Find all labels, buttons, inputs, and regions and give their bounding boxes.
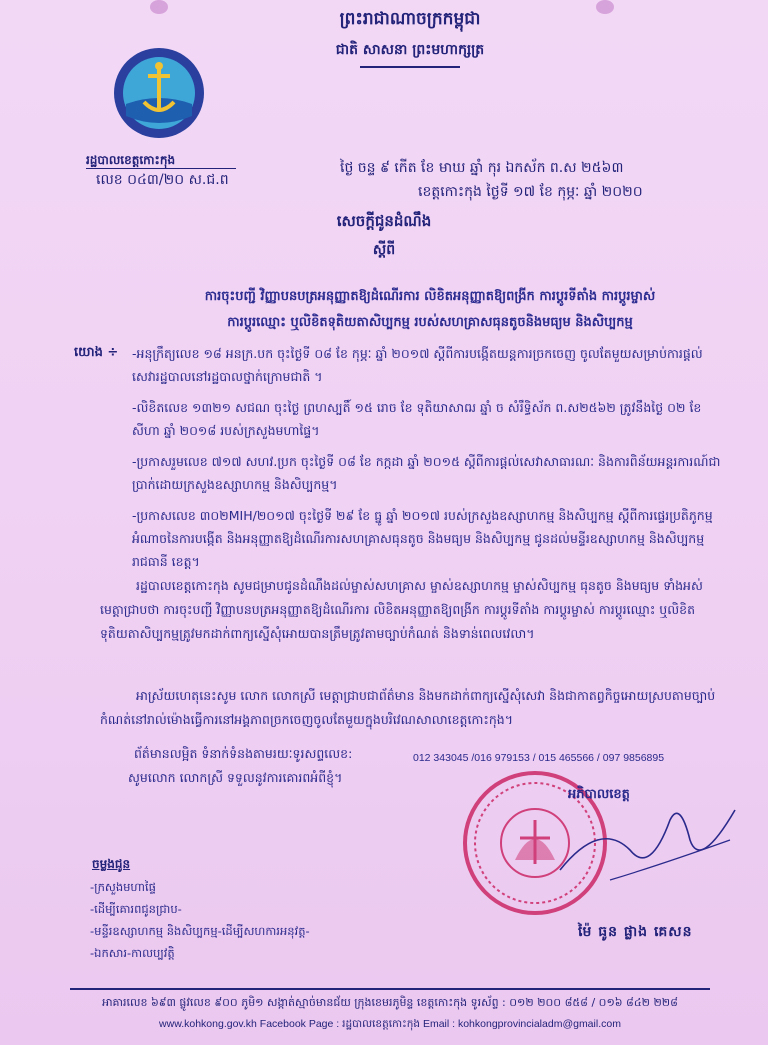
references-label: យោង ÷ bbox=[74, 345, 119, 360]
recipient-item: -ដើម្បីគោរពជូនជ្រាប- bbox=[90, 902, 182, 916]
issuer-underline bbox=[86, 168, 236, 169]
reference-item: -អនុក្រឹត្យលេខ ១៨ អនក្រ.បក ចុះថ្ងៃទី ០៨ ខែ កុម្ភៈ ឆ្នាំ ២០១៧ ស្តីពីការបង្កើតយន្តការច្រកចេញ ចូលតែមួយសម្រាប់ការផ្តល់សេវារដ្ឋបាលនៅរដ្ឋបាលថ្នាក់ក្រោមជាតិ ។ bbox=[132, 346, 703, 384]
reference-item: -ប្រកាសរួមលេខ ៧១៧ សហវ.ប្រក ចុះថ្ងៃទី ០៨ ខែ កក្កដា ឆ្នាំ ២០១៥ ស្តីពីការផ្តល់សេវាសាធារណៈ និងការពិន័យអន្តរការណ៍ជាប្រាក់ដោយក្រសួងឧស្សាហកម្ម និងសិប្បកម្ម។ bbox=[132, 454, 721, 492]
reference-item: -លិខិតលេខ ១៣២១ សជណ ចុះថ្ងៃ ព្រហស្បតិ៍ ១៥ រោច ខែ ទុតិយាសាឍ ឆ្នាំ ច សំរឹទ្ធិស័ក ព.ស២៥៦២ ត្រូវនឹងថ្ងៃ ០២ ខែ សីហា ឆ្នាំ ២០១៨ របស់ក្រសួងមហាផ្ទៃ។ bbox=[132, 400, 702, 438]
provincial-emblem-icon bbox=[112, 46, 206, 140]
footer-address: អាគារលេខ ៦៩៣ ផ្លូវលេខ ៩០០ ភូមិ១ សង្កាត់ស្មាច់មានជ័យ ក្រុងខេមរភូមិន្ទ ខេត្តកោះកុង ទូរស័ព្ទ : ០១២ ២០០ ៨៥៨ / ០១៦ ៨៤២ ២២៨ bbox=[102, 996, 678, 1009]
signature-icon bbox=[540, 780, 740, 900]
recipient-item: -មន្ទីរឧស្សាហកម្ម និងសិប្បកម្ម-ដើម្បីសហការអនុវត្ត- bbox=[90, 924, 310, 938]
contact-phones: 012 343045 /016 979153 / 015 465566 / 097 9856895 bbox=[413, 752, 665, 764]
about-label: ស្តីពី bbox=[372, 242, 396, 258]
national-motto: ជាតិ សាសនា ព្រះមហាក្សត្រ bbox=[335, 42, 485, 58]
recipients-title: ចម្លងជូន bbox=[92, 857, 131, 871]
contact-label: ព័ត៌មានលម្អិត ទំនាក់ទំនងតាមរយៈទូរសព្ទលេខ: bbox=[134, 746, 353, 761]
issuer-name: រដ្ឋបាលខេត្តកោះកុង bbox=[86, 153, 176, 167]
signer-title: អភិបាលខេត្ត bbox=[568, 787, 630, 802]
closing-line: សូមលោក លោកស្រី ទទួលនូវការគោរពអំពីខ្ញុំ។ bbox=[128, 770, 343, 785]
punch-hole bbox=[150, 0, 168, 14]
recipient-item: -ឯកសារ-កាលប្បវត្តិ bbox=[90, 946, 175, 960]
subject-line-2: ការប្តូរឈ្មោះ ឬលិខិតទុតិយតាសិប្បកម្ម របស់សហគ្រាសធុនតូចនិងមធ្យម និងសិប្បកម្ម bbox=[227, 315, 633, 330]
reference-item: -ប្រកាសលេខ ៣០២MIH/២០១៧ ចុះថ្ងៃទី ២៩ ខែ ធ្នូ ឆ្នាំ ២០១៧ របស់ក្រសួងឧស្សាហកម្ម និងសិប្បកម្ម ស្តីពីការផ្ទេរប្រតិភូកម្មអំណាចនៃការបង្កើត និងអនុញ្ញាតឱ្យដំណើរការសហគ្រាសធុនតូច និងមធ្យម និងសិប្បកម្ម ជូនដល់មន្ទីរឧស្សាហកម្ម និងសិប្បកម្មរាជធានី ខេត្ត។ bbox=[132, 508, 713, 569]
recipient-item: -ក្រសួងមហាផ្ទៃ bbox=[90, 880, 156, 894]
motto-ornament bbox=[360, 66, 460, 68]
footer-divider bbox=[70, 988, 710, 990]
subject-line-1: ការចុះបញ្ជី វិញ្ញាបនបត្រអនុញ្ញាតឱ្យដំណើរការ លិខិតអនុញ្ញាតឱ្យពង្រីក ការប្តូរទីតាំង ការប្តូរម្ចាស់ bbox=[204, 289, 656, 304]
reference-number: លេខ ០៤៣/២០ ស.ជ.ព bbox=[96, 172, 229, 188]
punch-hole bbox=[596, 0, 614, 14]
lunar-date: ថ្ងៃ ចន្ទ ៩ កើត ខែ មាឃ ឆ្នាំ កុរ ឯកស័ក ព.ស ២៥៦៣ bbox=[340, 160, 624, 176]
gregorian-date: ខេត្តកោះកុង ថ្ងៃទី ១៧ ខែ កុម្ភៈ ឆ្នាំ ២០២០ bbox=[418, 184, 643, 200]
body-paragraph: រដ្ឋបាលខេត្តកោះកុង សូមជម្រាបជូនដំណឹងដល់ម្ចាស់សហគ្រាស ម្ចាស់ឧស្សាហកម្ម ម្ចាស់សិប្បកម្ម ធុនតូច និងមធ្យម ទាំងអស់មេត្តាជ្រាបថា ការចុះបញ្ជី វិញ្ញាបនបត្រអនុញ្ញាតឱ្យដំណើរការ លិខិតអនុញ្ញាតឱ្យពង្រីក ការប្តូរទីតាំង ការប្តូរម្ចាស់ ការប្តូរឈ្មោះ ឬលិខិតទុតិយតាសិប្បកម្មត្រូវមកដាក់ពាក្យស្នើសុំអោយបានត្រឹមត្រូវតាមច្បាប់កំណត់ និងទាន់ពេលវេលា។ bbox=[100, 578, 703, 641]
kingdom-heading: ព្រះរាជាណាចក្រកម្ពុជា bbox=[339, 9, 481, 29]
signer-name: ម៉ៃ ធូន ផ្លាង គេសន bbox=[578, 924, 693, 940]
footer-web: www.kohkong.gov.kh Facebook Page : រដ្ឋបាលខេត្តកោះកុង Email : kohkongprovincialadm@gmail.com bbox=[159, 1018, 621, 1030]
body-paragraph: អាស្រ័យហេតុនេះសូម លោក លោកស្រី មេត្តាជ្រាបជាព័ត៌មាន និងមកដាក់ពាក្យស្នើសុំសេវា និងជាកាតព្វកិច្ចអោយស្របតាមច្បាប់កំណត់នៅរាល់ម៉ោងធ្វើការនៅអង្គភាពច្រកចេញចូលតែមួយក្នុងបរិវេណសាលាខេត្តកោះកុង។ bbox=[100, 688, 716, 727]
document-type: សេចក្តីជូនដំណឹង bbox=[336, 212, 432, 230]
